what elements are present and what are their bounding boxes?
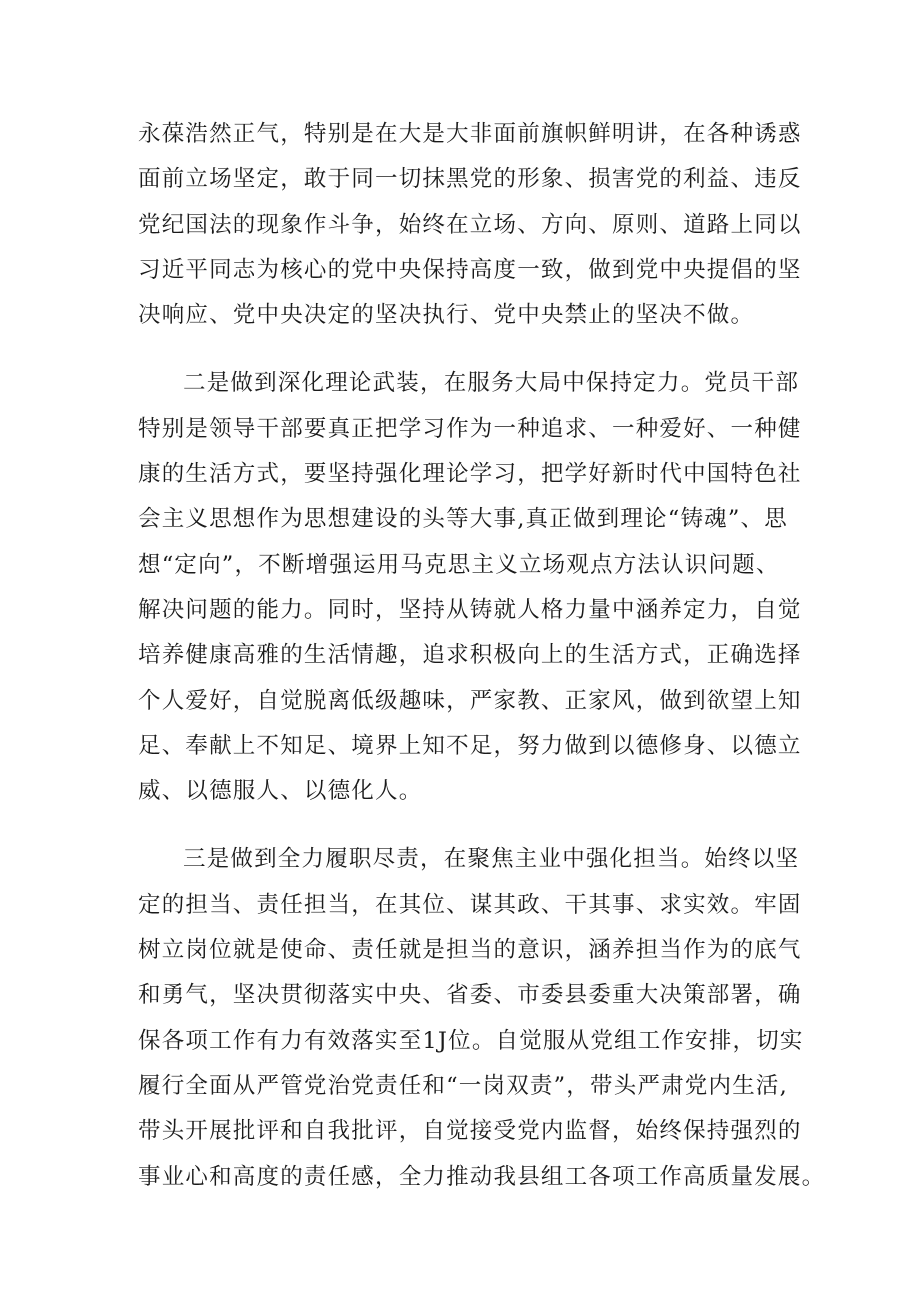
text-line: 带头开展批评和自我批评，自觉接受党内监督，始终保持强烈的 xyxy=(138,1118,802,1145)
text-line: 和勇气，坚决贯彻落实中央、省委、市委县委重大决策部署，确 xyxy=(138,982,802,1009)
paragraph-2 xyxy=(138,361,808,814)
text-line: 保各项工作有力有效落实至1J位。自觉服从党组工作安排，切实 xyxy=(138,1027,804,1054)
text-line: 威、以德服人、以德化人。 xyxy=(138,778,423,805)
text-line: 面前立场坚定，敢于同一切抹黑党的形象、损害党的利益、违反 xyxy=(138,166,802,193)
text-line: 履行全面从严管党治党责任和“一岗双责”，带头严肃党内生活, xyxy=(138,1072,788,1099)
text-line: 康的生活方式，要坚持强化理论学习，把学好新时代中国特色社 xyxy=(138,461,802,488)
body-text xyxy=(138,112,826,1200)
text-line: 党纪国法的现象作斗争，始终在立场、方向、原则、道路上同以 xyxy=(138,211,802,238)
text-line: 解决问题的能力。同时，坚持从铸就人格力量中涵养定力，自觉 xyxy=(138,596,802,623)
text-line: 事业心和高度的责任感，全力推动我县组工各项工作高质量发展。 xyxy=(138,1163,826,1190)
text-line: 定的担当、责任担当，在其位、谋其政、干其事、求实效。牢固 xyxy=(138,891,802,918)
text-line: 习近平同志为核心的党中央保持高度一致，做到党中央提倡的坚 xyxy=(138,256,802,283)
text-line: 培养健康高雅的生活情趣，追求积极向上的生活方式，正确选择 xyxy=(138,642,802,669)
text-line: 想“定向”，不断增强运用马克思主义立场观点方法认识问题、 xyxy=(138,551,780,578)
text-line: 会主义思想作为思想建设的头等大事,真正做到理论“铸魂”、思 xyxy=(138,506,788,533)
paragraph-1 xyxy=(138,112,808,338)
text-line: 足、奉献上不知足、境界上知不足，努力做到以德修身、以德立 xyxy=(138,732,802,759)
text-line: 特别是领导干部要真正把学习作为一种追求、一种爱好、一种健 xyxy=(138,415,802,442)
text-line: 决响应、党中央决定的坚决执行、党中央禁止的坚决不做。 xyxy=(138,302,755,329)
paragraph-3 xyxy=(138,837,826,1199)
text-line: 永葆浩然正气，特别是在大是大非面前旗帜鲜明讲，在各种诱惑 xyxy=(138,121,802,147)
text-line: 个人爱好，自觉脱离低级趣味，严家教、正家风，做到欲望上知 xyxy=(138,687,802,714)
text-line: 二是做到深化理论武装，在服务大局中保持定力。党员干部 xyxy=(183,370,800,397)
text-line: 三是做到全力履职尽责，在聚焦主业中强化担当。始终以坚 xyxy=(183,846,800,873)
text-line: 树立岗位就是使命、责任就是担当的意识，涵养担当作为的底气 xyxy=(138,937,802,964)
